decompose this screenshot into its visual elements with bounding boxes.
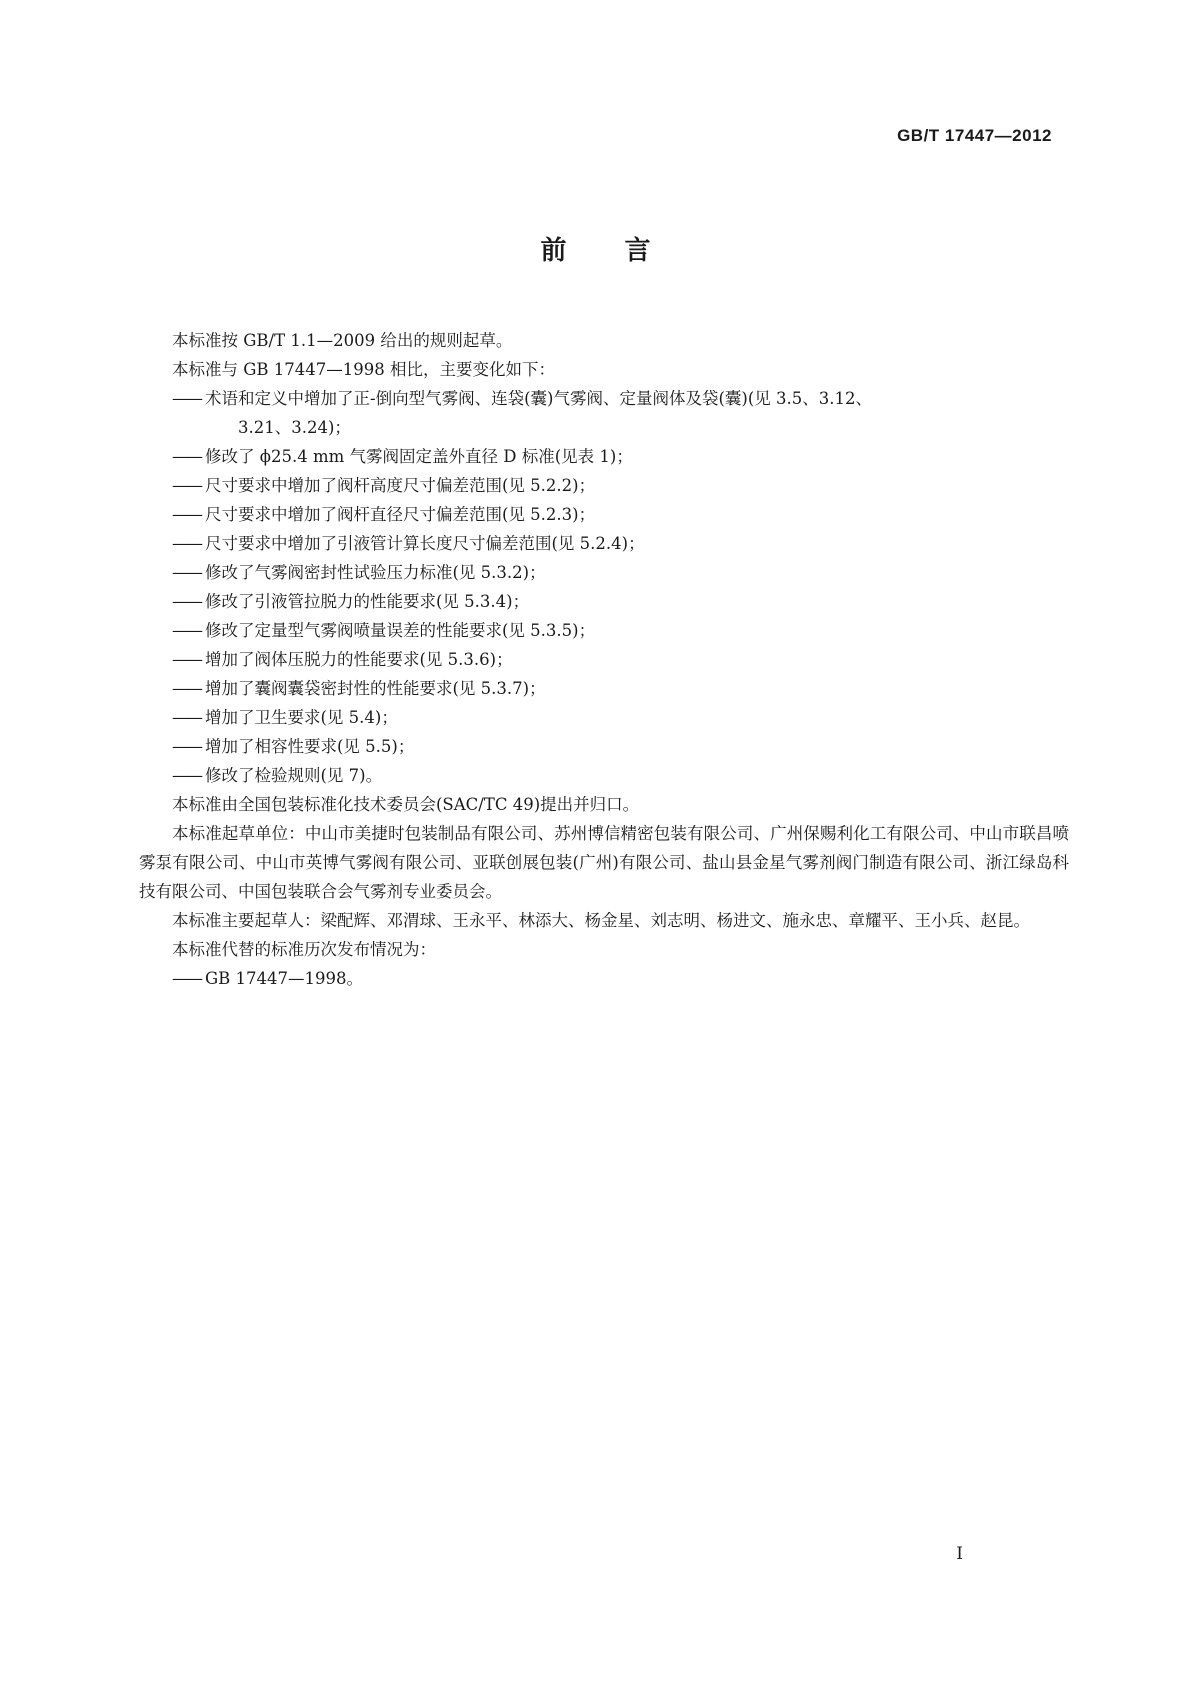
dash-mark: —— [172,621,201,640]
dash-mark: —— [172,679,201,698]
change-item [139,732,1069,761]
change-item [139,703,1069,732]
page-number: I [956,1544,963,1564]
change-item [139,558,1069,587]
change-item-text: 术语和定义中增加了正-倒向型气雾阀、连袋(囊)气雾阀、定量阀体及袋(囊)(见 3.5、3.12、 [205,389,872,408]
history-item-text: GB 17447—1998。 [205,969,364,988]
change-item-text: 修改了检验规则(见 7)。 [205,766,383,785]
dash-mark: —— [172,447,201,466]
change-item-text: 修改了引液管拉脱力的性能要求(见 5.3.4)； [205,592,530,611]
change-item [139,500,1069,529]
paragraph-drafting-units: 本标准起草单位：中山市美捷时包装制品有限公司、苏州博信精密包装有限公司、广州保赐利化工有限公司、中山市联昌喷雾泵有限公司、中山市英博气雾阀有限公司、亚联创展包装(广州)有限公司、盐山县金星气雾剂阀门制造有限公司、浙江绿岛科技有限公司、中国包装联合会气雾剂专业委员会。 [139,824,1069,901]
change-item-text: 修改了气雾阀密封性试验压力标准(见 5.3.2)； [205,563,546,582]
dash-mark: —— [172,650,201,669]
change-item-text: 尺寸要求中增加了引液管计算长度尺寸偏差范围(见 5.2.4)； [205,534,645,553]
change-item [139,471,1069,500]
dash-mark: —— [172,737,201,756]
change-item [139,616,1069,645]
standard-code: GB/T 17447—2012 [897,126,1052,145]
change-item [139,587,1069,616]
change-item [139,529,1069,558]
history-item [139,964,1069,993]
change-item-text: 增加了相容性要求(见 5.5)； [205,737,415,756]
dash-mark: —— [172,766,201,785]
change-item-text: 增加了囊阀囊袋密封性的性能要求(见 5.3.7)； [205,679,546,698]
dash-mark: —— [172,534,201,553]
paragraph-proposer: 本标准由全国包装标准化技术委员会(SAC/TC 49)提出并归口。 [172,795,640,814]
dash-mark: —— [172,592,201,611]
change-item-text: 尺寸要求中增加了阀杆高度尺寸偏差范围(见 5.2.2)； [205,476,596,495]
change-item [139,384,1069,442]
dash-mark: —— [172,563,201,582]
dash-mark: —— [172,708,201,727]
paragraph-drafting-rules: 本标准按 GB/T 1.1—2009 给出的规则起草。 [172,331,513,350]
change-item-text: 增加了阀体压脱力的性能要求(见 5.3.6)； [205,650,513,669]
paragraph-history-intro: 本标准代替的标准历次发布情况为： [172,940,436,959]
paragraph-changes-intro: 本标准与 GB 17447—1998 相比，主要变化如下： [172,360,556,379]
change-item [139,442,1069,471]
change-item [139,645,1069,674]
change-item-continuation: 3.21、3.24)； [238,418,351,437]
document-body [139,326,1069,993]
change-item [139,761,1069,790]
dash-mark: —— [172,389,201,408]
dash-mark: —— [172,505,201,524]
change-item-text: 修改了 ϕ25.4 mm 气雾阀固定盖外直径 D 标准(见表 1)； [205,447,633,466]
dash-mark: —— [172,969,201,988]
page-title: 前言 [540,236,709,266]
change-item-text: 修改了定量型气雾阀喷量误差的性能要求(见 5.3.5)； [205,621,596,640]
dash-mark: —— [172,476,201,495]
change-item-text: 尺寸要求中增加了阀杆直径尺寸偏差范围(见 5.2.3)； [205,505,596,524]
change-item-text: 增加了卫生要求(见 5.4)； [205,708,398,727]
paragraph-drafters: 本标准主要起草人：梁配辉、邓渭球、王永平、林添大、杨金星、刘志明、杨进文、施永忠、章耀平、王小兵、赵昆。 [172,911,1030,930]
change-item [139,674,1069,703]
